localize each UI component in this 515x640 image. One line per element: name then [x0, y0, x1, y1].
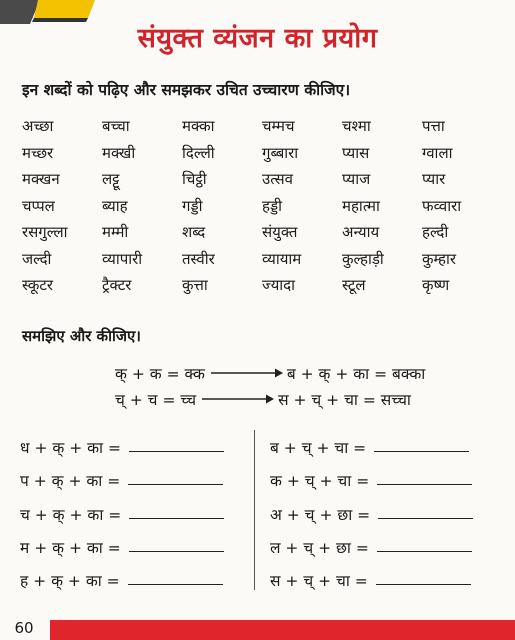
exercise-row	[270, 491, 473, 524]
exercise-row	[20, 491, 224, 524]
word-item: कृष्ण	[422, 276, 450, 294]
word-item: उत्सव	[262, 170, 293, 188]
word-item: संयुक्त	[262, 223, 298, 241]
word-item: ब्याह	[102, 196, 128, 215]
exercise-row	[270, 425, 473, 458]
exercise-equation: अ + च् + छा =	[270, 505, 371, 524]
exercise-equation: प + क् + का =	[20, 472, 121, 491]
word-item: दिल्ली	[182, 143, 215, 162]
example-left: क् + क = क्क	[115, 365, 205, 383]
column-divider	[254, 430, 255, 590]
exercise-equation: क + च् + चा =	[270, 472, 370, 491]
arrow-right-icon	[200, 393, 274, 405]
word-item: प्याज	[342, 170, 371, 188]
exercise-row	[270, 525, 473, 558]
instruction-text: इन शब्दों को पढ़िए और समझकर उचित उच्चारण कीजिए।	[22, 81, 351, 99]
exercise-equation: म + क् + का =	[20, 538, 121, 557]
example-row	[115, 362, 425, 384]
answer-blank[interactable]	[374, 451, 469, 452]
exercise-equation: ध + क् + का =	[20, 439, 121, 458]
word-item: मक्खी	[102, 143, 136, 162]
word-item: स्कूटर	[22, 276, 54, 294]
exercise-row	[20, 525, 224, 558]
exercise-column-right	[270, 425, 473, 591]
word-item: तस्वीर	[182, 249, 215, 268]
word-item: गुब्बारा	[262, 143, 299, 162]
word-item: अन्याय	[342, 223, 380, 241]
page-title: संयुक्त व्यंजन का प्रयोग	[137, 23, 378, 54]
example-right: ब + क् + का = बक्का	[286, 365, 426, 383]
word-item: चश्मा	[342, 117, 371, 135]
answer-blank[interactable]	[129, 551, 224, 552]
word-item: प्यार	[422, 170, 446, 188]
word-item: हड्डी	[262, 196, 282, 215]
exercise-equation: ह + क् + का =	[20, 571, 120, 590]
exercise-equation: स + च् + चा =	[270, 571, 368, 590]
answer-blank[interactable]	[128, 484, 223, 485]
word-item: स्टूल	[342, 276, 366, 294]
exercise-row	[270, 558, 473, 591]
example-row	[115, 388, 411, 410]
word-item: महात्मा	[342, 196, 380, 215]
word-item: कुल्हाड़ी	[342, 249, 384, 268]
exercise-row	[20, 425, 224, 458]
exercise-equation: च + क् + का =	[20, 505, 122, 524]
word-item: ग्वाला	[422, 143, 453, 162]
exercise-row	[20, 558, 224, 591]
word-item: लट्टू	[102, 170, 120, 188]
word-item: कुम्हार	[422, 249, 457, 268]
page-number: 60	[0, 616, 48, 640]
word-item: व्यापारी	[102, 249, 143, 268]
answer-blank[interactable]	[377, 484, 472, 485]
word-item: चम्मच	[262, 117, 295, 135]
arrow-right-icon	[209, 367, 283, 379]
word-item: रसगुल्ला	[22, 223, 68, 241]
answer-blank[interactable]	[378, 518, 473, 519]
word-item: व्यायाम	[262, 249, 302, 268]
word-item: जल्दी	[22, 249, 52, 268]
word-grid	[22, 116, 502, 302]
word-item: प्यास	[342, 143, 370, 162]
word-item: फव्वारा	[422, 196, 462, 215]
word-item: मक्खन	[22, 170, 60, 188]
exercise-row	[20, 458, 224, 491]
answer-blank[interactable]	[129, 518, 224, 519]
exercise-column-left	[20, 425, 224, 591]
exercise-equation: ब + च् + चा =	[270, 439, 367, 458]
section-title: समझिए और कीजिए।	[22, 327, 141, 345]
example-right: स + च् + चा = सच्चा	[278, 391, 411, 409]
word-item: मच्छर	[22, 143, 54, 162]
word-item: ज्यादा	[262, 276, 296, 294]
answer-blank[interactable]	[376, 584, 471, 585]
exercise-equation: ल + च् + छा =	[270, 538, 369, 557]
exercise-row	[270, 458, 473, 491]
word-item: हल्दी	[422, 223, 449, 241]
answer-blank[interactable]	[128, 584, 223, 585]
word-item: ट्रैक्टर	[102, 276, 132, 294]
word-item: पत्ता	[422, 117, 445, 135]
word-item: शब्द	[182, 223, 206, 241]
word-item: बच्चा	[102, 117, 130, 135]
word-item: मक्का	[182, 117, 215, 135]
word-item: अच्छा	[22, 117, 54, 135]
footer-bar	[50, 620, 515, 640]
word-item: कुत्ता	[182, 276, 208, 294]
word-item: चिट्ठी	[182, 170, 207, 188]
word-item: चप्पल	[22, 196, 55, 215]
word-item: मम्मी	[102, 223, 129, 241]
answer-blank[interactable]	[129, 451, 224, 452]
example-left: च् + च = च्च	[115, 391, 197, 409]
word-item: गड्डी	[182, 196, 203, 215]
answer-blank[interactable]	[377, 551, 472, 552]
